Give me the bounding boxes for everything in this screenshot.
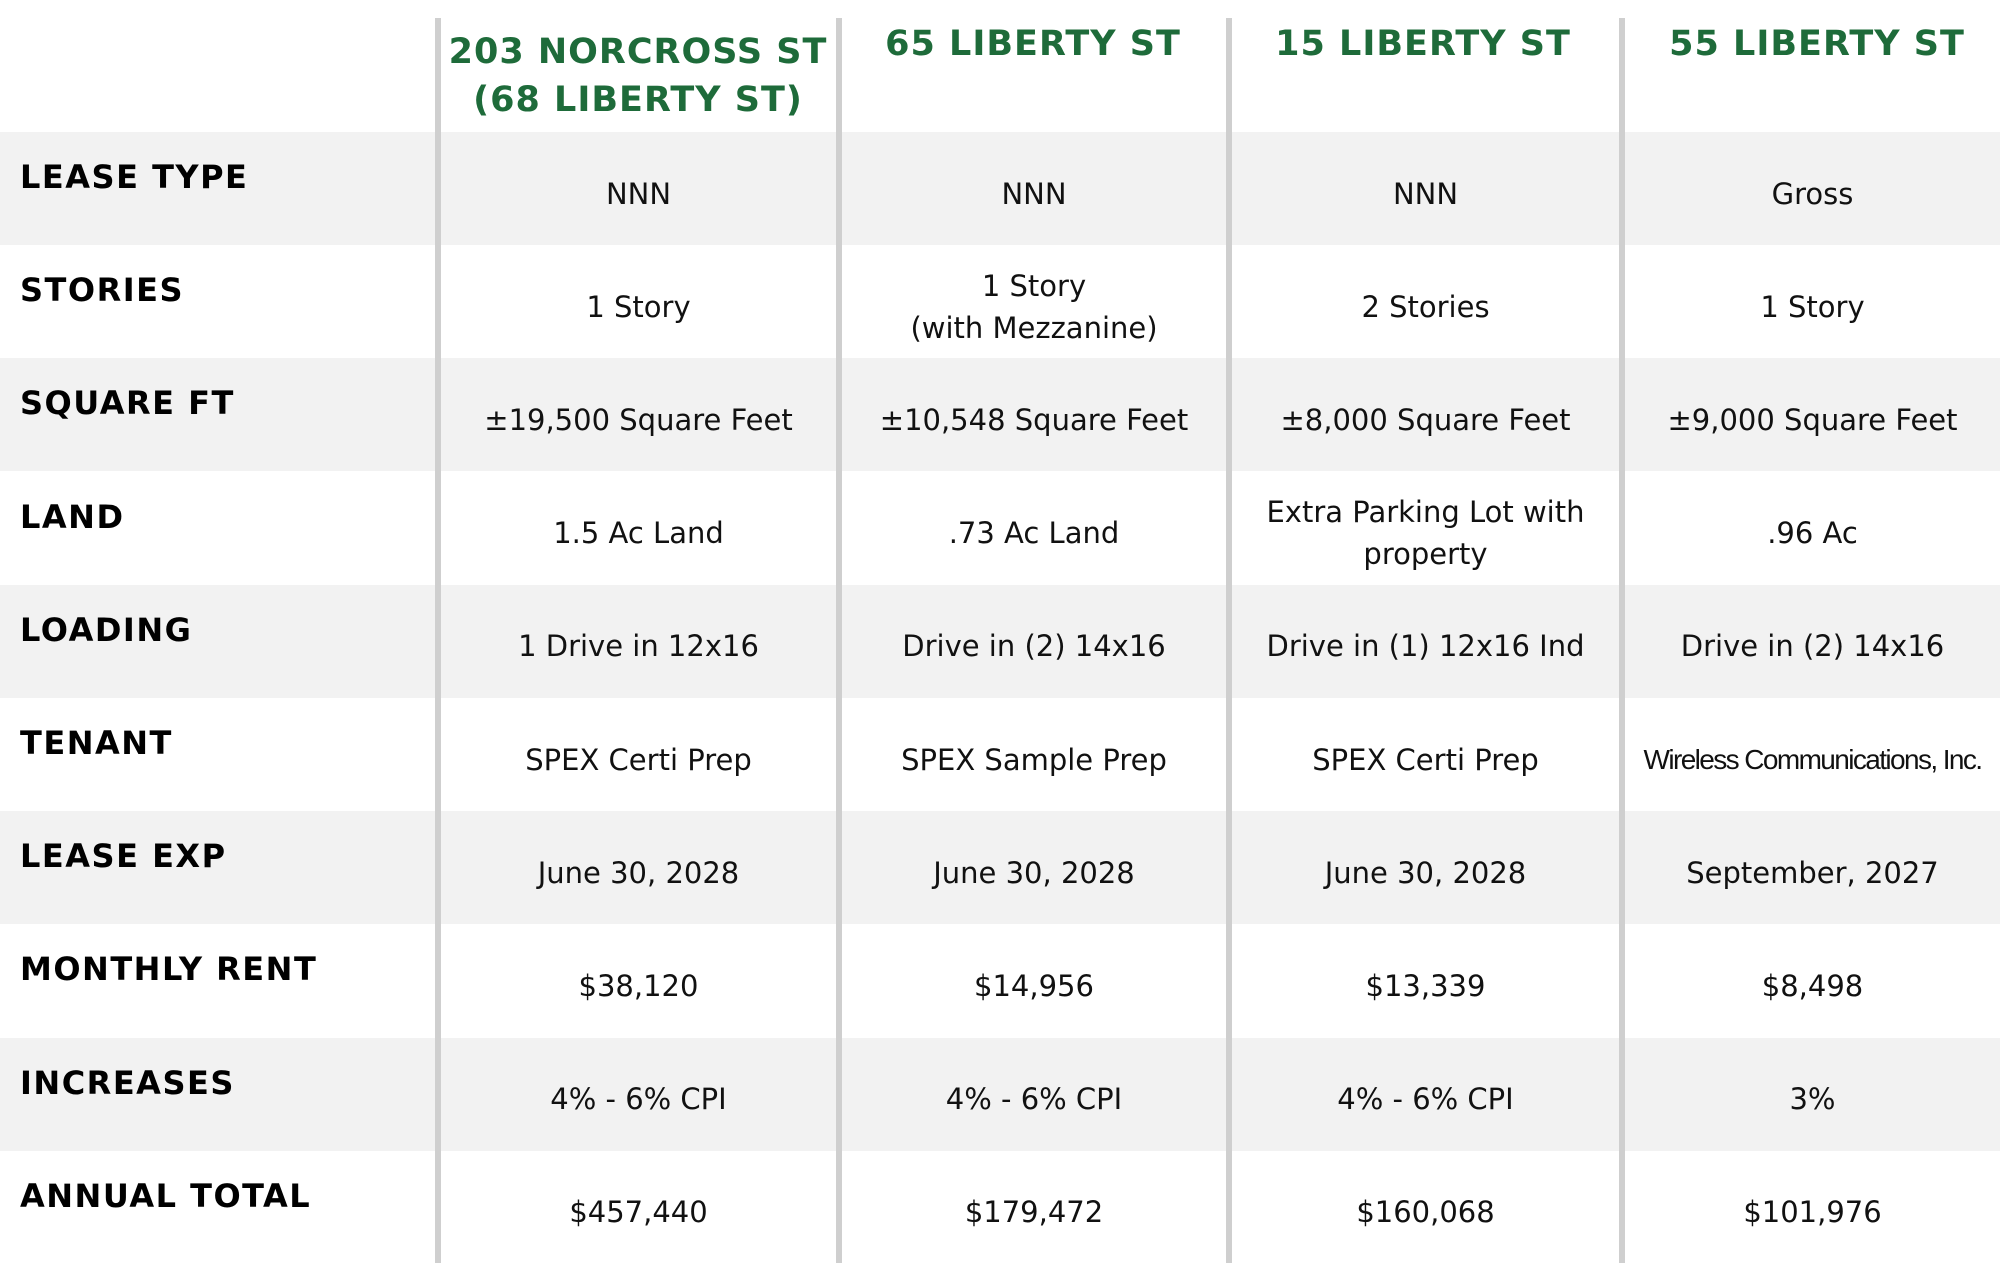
row-label: TENANT (20, 724, 173, 762)
table-cell (1625, 585, 2000, 698)
table-row (0, 1038, 2000, 1151)
column-header-203-norcross (448, 28, 828, 124)
cell-text: June 30, 2028 (933, 855, 1135, 890)
table-cell (842, 472, 1226, 585)
cell-text: $101,976 (1743, 1195, 1882, 1230)
cell-text: 4% - 6% CPI (550, 1082, 727, 1117)
table-cell (1232, 1151, 1619, 1264)
cell-text: .73 Ac Land (948, 516, 1120, 551)
cell-text: .96 Ac (1767, 516, 1858, 551)
cell-text: Drive in (2) 14x16 (902, 629, 1166, 664)
column-divider (1226, 18, 1232, 1263)
table-cell (1232, 698, 1619, 811)
column-header-line: 65 LIBERTY ST (885, 24, 1181, 64)
table-cell (1232, 811, 1619, 924)
cell-text: NNN (605, 176, 672, 211)
table-row (0, 811, 2000, 924)
cell-text: Drive in (1) 12x16 Ind (1266, 629, 1585, 664)
table-cell (1625, 1038, 2000, 1151)
cell-text: $457,440 (569, 1195, 708, 1230)
column-header-55-liberty (1627, 20, 2000, 68)
cell-text: 1 Story (586, 289, 691, 324)
table-cell (1625, 358, 2000, 471)
cell-text: Drive in (2) 14x16 (1680, 629, 1945, 664)
table-row (0, 358, 2000, 471)
cell-text: Gross (1771, 176, 1854, 211)
table-cell (1232, 585, 1619, 698)
column-header-65-liberty (843, 20, 1223, 68)
table-cell (1232, 132, 1619, 245)
table-cell (842, 698, 1226, 811)
cell-text: June 30, 2028 (1324, 855, 1527, 890)
cell-text: ±9,000 Square Feet (1667, 402, 1958, 437)
cell-text: $14,956 (974, 968, 1094, 1003)
cell-text: property (1363, 537, 1488, 572)
table-cell (842, 1038, 1226, 1151)
cell-text: September, 2027 (1686, 855, 1939, 890)
table-row (0, 472, 2000, 585)
row-label: INCREASES (20, 1063, 235, 1102)
table-row (0, 585, 2000, 698)
table-cell (1625, 245, 2000, 358)
column-header-line: 15 LIBERTY ST (1275, 24, 1571, 64)
table-cell (842, 924, 1226, 1037)
cell-text: NNN (1392, 176, 1459, 211)
table-row (0, 245, 2000, 358)
table-cell (842, 132, 1226, 245)
table-cell (1625, 132, 2000, 245)
row-label: LEASE TYPE (20, 158, 249, 196)
column-header-line: 55 LIBERTY ST (1669, 24, 1965, 64)
column-header-line: 203 NORCROSS ST (448, 32, 828, 72)
cell-text: $38,120 (578, 968, 699, 1003)
table-row (0, 924, 2000, 1037)
table-cell (1625, 698, 2000, 811)
cell-text: 1 Story (981, 268, 1087, 303)
table-cell (441, 132, 836, 245)
row-label: LEASE EXP (20, 837, 227, 876)
cell-text: 1 Drive in 12x16 (518, 629, 759, 664)
cell-text: $13,339 (1365, 968, 1486, 1003)
table-row (0, 132, 2000, 245)
table-cell (1625, 924, 2000, 1037)
column-header-row (0, 0, 2000, 130)
table-cell (842, 245, 1226, 358)
column-header-15-liberty (1233, 20, 1613, 68)
table-cell (441, 1151, 836, 1264)
table-cell (842, 358, 1226, 471)
cell-text: Extra Parking Lot with (1266, 495, 1585, 530)
cell-text: SPEX Sample Prep (901, 742, 1167, 777)
cell-text: 3% (1789, 1082, 1836, 1117)
table-row (0, 698, 2000, 811)
table-cell (842, 585, 1226, 698)
row-label: STORIES (20, 271, 185, 310)
cell-text: 2 Stories (1361, 289, 1490, 324)
table-cell (1232, 924, 1619, 1037)
table-row (0, 1151, 2000, 1264)
table-cell (441, 1038, 836, 1151)
column-divider (836, 18, 842, 1263)
table-cell (441, 811, 836, 924)
table-cell (842, 811, 1226, 924)
table-cell (1232, 358, 1619, 471)
row-label: ANNUAL TOTAL (20, 1176, 312, 1215)
cell-text: SPEX Certi Prep (525, 742, 752, 777)
cell-text: $8,498 (1761, 968, 1864, 1003)
cell-text: NNN (1001, 176, 1067, 211)
row-label: LOADING (20, 610, 193, 649)
table-cell (1232, 245, 1619, 358)
cell-text: (with Mezzanine) (910, 310, 1158, 345)
column-header-line: (68 LIBERTY ST) (473, 80, 803, 120)
cell-text: 1 Story (1760, 289, 1865, 324)
table-cell (1232, 472, 1619, 585)
column-divider (1619, 18, 1625, 1263)
table-cell (1625, 811, 2000, 924)
cell-text: ±8,000 Square Feet (1280, 402, 1571, 437)
column-divider (435, 18, 441, 1263)
table-cell (441, 358, 836, 471)
cell-text: ±10,548 Square Feet (879, 402, 1189, 437)
table-cell (1625, 1151, 2000, 1264)
row-label: SQUARE FT (20, 384, 235, 423)
cell-text: 4% - 6% CPI (1337, 1082, 1514, 1117)
table-cell (441, 585, 836, 698)
cell-text: 1.5 Ac Land (553, 516, 724, 551)
cell-text: ±19,500 Square Feet (484, 402, 793, 437)
row-label: MONTHLY RENT (20, 950, 318, 989)
cell-text: 4% - 6% CPI (945, 1082, 1123, 1117)
row-label: LAND (20, 497, 125, 536)
table-cell (842, 1151, 1226, 1264)
cell-text: SPEX Certi Prep (1312, 742, 1539, 777)
cell-text: Wireless Communications, Inc. (1643, 743, 1982, 775)
table-cell (441, 924, 836, 1037)
table-cell (441, 698, 836, 811)
table-cell (1625, 472, 2000, 585)
cell-text: June 30, 2028 (537, 855, 740, 890)
cell-text: $179,472 (964, 1195, 1104, 1230)
table-cell (441, 245, 836, 358)
table-cell (441, 472, 836, 585)
cell-text: $160,068 (1356, 1195, 1495, 1230)
table-cell (1232, 1038, 1619, 1151)
